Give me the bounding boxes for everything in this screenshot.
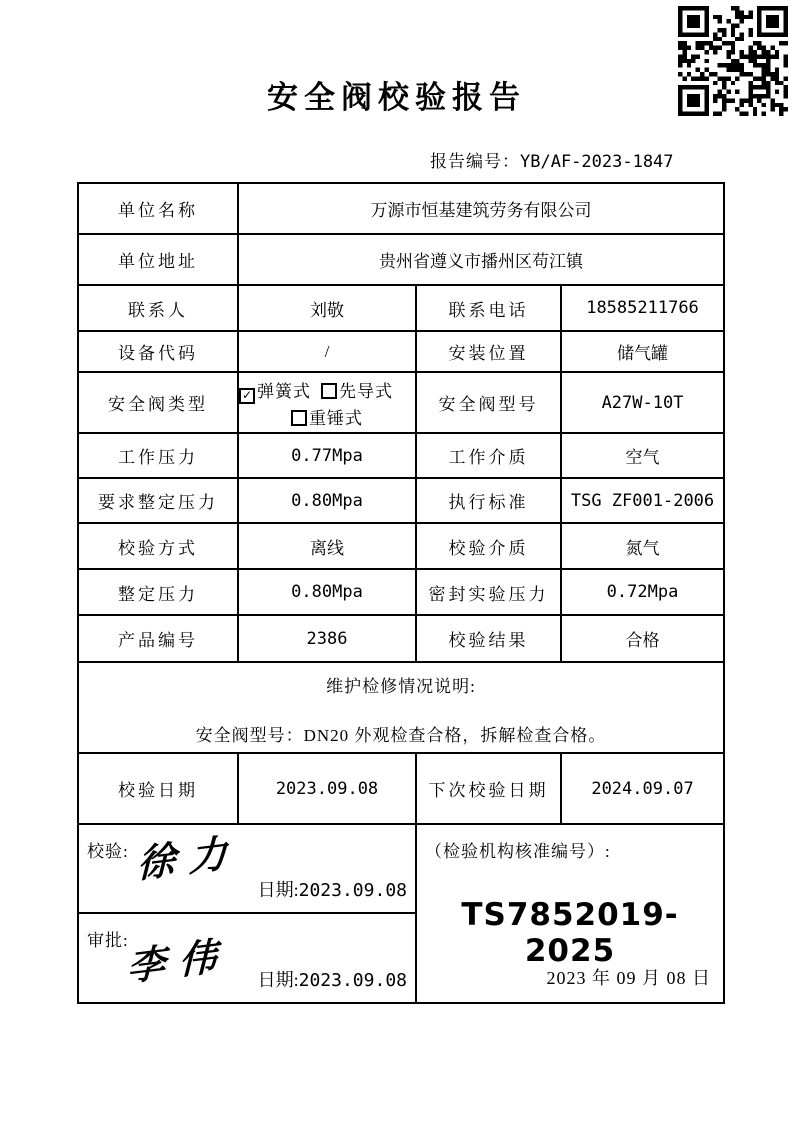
- agency-approval-number: TS7852019-2025: [461, 897, 679, 969]
- required-set-pressure-value: 0.80Mpa: [238, 478, 416, 523]
- row-product-no: [78, 615, 724, 662]
- approve-label: 审批:: [87, 931, 129, 950]
- agency-cell: [416, 824, 724, 1003]
- install-position-value: 储气罐: [561, 331, 724, 372]
- row-unit-name: [78, 183, 724, 234]
- next-calibration-date-value: 2024.09.07: [561, 753, 724, 824]
- report-table: [77, 182, 725, 1004]
- maintenance-detail: 安全阀型号：DN20 外观检查合格，拆解检查合格。: [195, 725, 607, 745]
- report-number: [430, 147, 674, 172]
- maintenance-note: [78, 662, 724, 753]
- calibration-date-label: 校验日期: [78, 753, 238, 824]
- checkbox-spring-checked-icon: ✓: [239, 388, 255, 404]
- unit-name-value: 万源市恒基建筑劳务有限公司: [238, 183, 724, 234]
- contact-label: 联系人: [78, 285, 238, 331]
- product-no-label: 产品编号: [78, 615, 238, 662]
- row-device-code: [78, 331, 724, 372]
- approve-date: 日期:2023.09.08: [257, 970, 407, 991]
- device-code-value: /: [238, 331, 416, 372]
- set-pressure-value: 0.80Mpa: [238, 569, 416, 615]
- verify-label: 校验:: [87, 842, 129, 861]
- row-set-pressure: [78, 569, 724, 615]
- verifier-signature: 徐力: [136, 831, 241, 887]
- unit-address-value: 贵州省遵义市播州区苟江镇: [238, 234, 724, 285]
- calibration-medium-label: 校验介质: [416, 523, 561, 569]
- verify-date: 日期:2023.09.08: [257, 880, 407, 901]
- row-contact: [78, 285, 724, 331]
- report-number-value: YB/AF-2023-1847: [520, 152, 674, 172]
- verify-signature-cell: [78, 824, 416, 913]
- working-medium-value: 空气: [561, 433, 724, 478]
- working-medium-label: 工作介质: [416, 433, 561, 478]
- checkbox-weight-icon: [291, 410, 307, 426]
- standard-value: TSG ZF001-2006: [561, 478, 724, 523]
- set-pressure-label: 整定压力: [78, 569, 238, 615]
- page-title: 安全阀校验报告: [267, 80, 526, 115]
- calibration-medium-value: 氮气: [561, 523, 724, 569]
- device-code-label: 设备代码: [78, 331, 238, 372]
- valve-type-option-weight: 重锤式: [309, 408, 363, 428]
- working-pressure-label: 工作压力: [78, 433, 238, 478]
- result-label: 校验结果: [416, 615, 561, 662]
- contact-phone-value: 18585211766: [561, 285, 724, 331]
- agency-label: （检验机构核准编号）:: [425, 842, 611, 861]
- unit-name-label: 单位名称: [78, 183, 238, 234]
- unit-address-label: 单位地址: [78, 234, 238, 285]
- standard-label: 执行标准: [416, 478, 561, 523]
- row-calibration-method: [78, 523, 724, 569]
- valve-model-value: A27W-10T: [561, 372, 724, 433]
- calibration-method-value: 离线: [238, 523, 416, 569]
- seal-test-pressure-label: 密封实验压力: [416, 569, 561, 615]
- report-number-label: 报告编号：: [430, 152, 520, 171]
- row-verify-signature: [78, 824, 724, 913]
- calibration-method-label: 校验方式: [78, 523, 238, 569]
- install-position-label: 安装位置: [416, 331, 561, 372]
- valve-model-label: 安全阀型号: [416, 372, 561, 433]
- checkbox-pilot-icon: [321, 383, 337, 399]
- product-no-value: 2386: [238, 615, 416, 662]
- valve-type-option-spring: 弹簧式: [257, 381, 311, 401]
- row-valve-type: [78, 372, 724, 433]
- valve-type-label: 安全阀类型: [78, 372, 238, 433]
- contact-phone-label: 联系电话: [416, 285, 561, 331]
- result-value: 合格: [561, 615, 724, 662]
- required-set-pressure-label: 要求整定压力: [78, 478, 238, 523]
- approver-signature: 李伟: [126, 934, 231, 990]
- row-unit-address: [78, 234, 724, 285]
- next-calibration-date-label: 下次校验日期: [416, 753, 561, 824]
- approve-signature-cell: [78, 913, 416, 1003]
- valve-type-option-pilot: 先导式: [339, 381, 393, 401]
- maintenance-title: 维护检修情况说明:: [326, 676, 476, 696]
- working-pressure-value: 0.77Mpa: [238, 433, 416, 478]
- seal-test-pressure-value: 0.72Mpa: [561, 569, 724, 615]
- agency-date: 2023 年 09 月 08 日: [546, 968, 712, 988]
- valve-type-options: [238, 372, 416, 433]
- calibration-date-value: 2023.09.08: [238, 753, 416, 824]
- row-calibration-date: [78, 753, 724, 824]
- contact-value: 刘敬: [238, 285, 416, 331]
- row-required-set-pressure: [78, 478, 724, 523]
- row-working-pressure: [78, 433, 724, 478]
- row-maintenance: [78, 662, 724, 753]
